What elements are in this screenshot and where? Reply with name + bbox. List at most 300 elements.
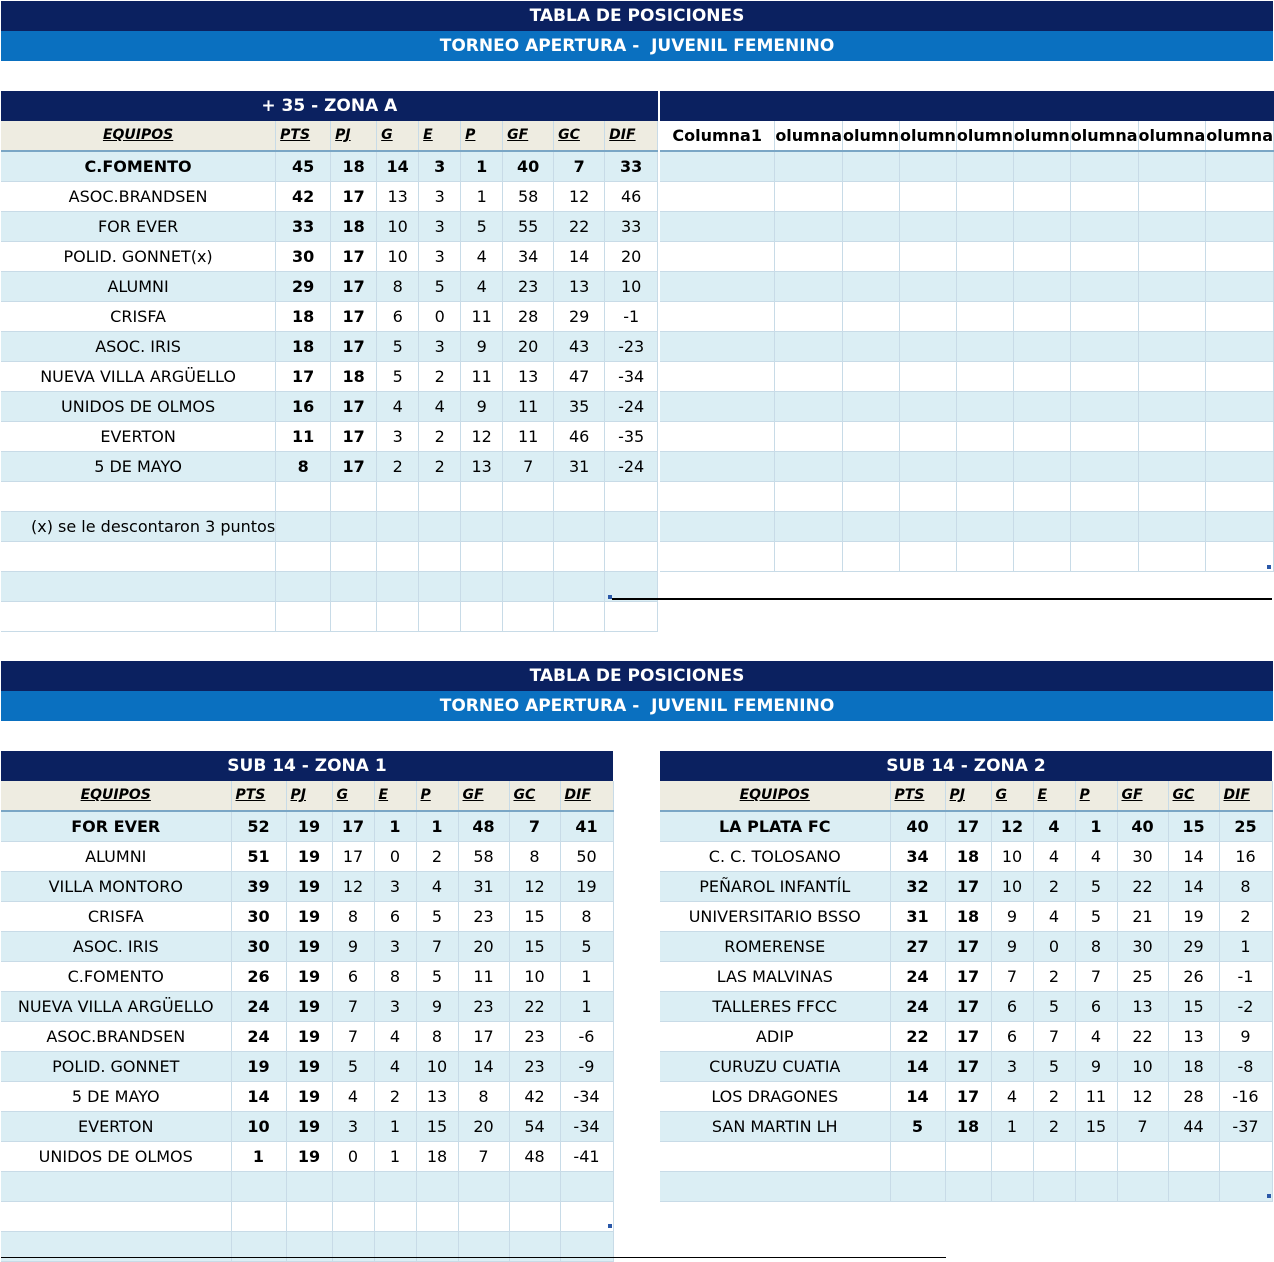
stat-cell[interactable]: 15 [416,1112,458,1142]
stat-cell[interactable]: 58 [503,182,554,212]
empty-cell[interactable] [1206,331,1274,361]
stat-cell[interactable]: 35 [554,392,605,422]
stat-cell[interactable]: 4 [461,272,503,302]
stat-cell[interactable]: 6 [332,962,374,992]
stat-cell[interactable]: 17 [332,842,374,872]
table-resize-handle[interactable] [1267,565,1271,569]
team-cell[interactable]: ASOC.BRANDSEN [1,182,276,212]
empty-cell[interactable] [660,451,775,481]
stat-cell[interactable]: 1 [1075,811,1117,842]
empty-cell[interactable] [775,181,843,211]
empty-cell[interactable] [1013,271,1070,301]
stat-cell[interactable]: -23 [605,332,658,362]
stat-cell[interactable]: 19 [560,872,613,902]
empty-cell[interactable] [899,241,956,271]
team-cell[interactable]: POLID. GONNET [1,1052,231,1082]
column-header[interactable]: GC [554,121,605,151]
empty-cell[interactable] [377,482,419,512]
stat-cell[interactable]: -8 [1219,1052,1272,1082]
stat-cell[interactable]: 22 [890,1022,945,1052]
empty-cell[interactable] [458,1202,509,1232]
stat-cell[interactable]: 5 [377,362,419,392]
empty-cell[interactable] [458,1172,509,1202]
empty-cell[interactable] [1206,511,1274,541]
stat-cell[interactable]: 40 [503,151,554,182]
stat-cell[interactable]: 1 [374,811,416,842]
stat-cell[interactable]: 2 [377,452,419,482]
stat-cell[interactable]: 3 [419,182,461,212]
empty-cell[interactable] [1206,361,1274,391]
column-header[interactable]: DIF [1219,781,1272,811]
team-cell[interactable]: LAS MALVINAS [660,962,890,992]
team-cell[interactable]: FOR EVER [1,212,276,242]
stat-cell[interactable]: 23 [509,1052,560,1082]
stat-cell[interactable]: 52 [231,811,286,842]
stat-cell[interactable]: 6 [991,992,1033,1022]
empty-cell[interactable] [1206,301,1274,331]
stat-cell[interactable]: 11 [458,962,509,992]
empty-cell[interactable] [416,1172,458,1202]
stat-cell[interactable]: 11 [503,392,554,422]
column-header[interactable]: PJ [286,781,332,811]
empty-cell[interactable] [231,1172,286,1202]
stat-cell[interactable]: 29 [276,272,331,302]
stat-cell[interactable]: 8 [560,902,613,932]
empty-cell[interactable] [461,542,503,572]
empty-cell[interactable] [775,511,843,541]
empty-cell[interactable] [660,421,775,451]
empty-cell[interactable] [660,361,775,391]
team-cell[interactable]: ASOC. IRIS [1,332,276,362]
stat-cell[interactable]: 55 [503,212,554,242]
stat-cell[interactable]: 12 [509,872,560,902]
column-header[interactable]: olumna [1138,121,1206,151]
stat-cell[interactable]: 6 [374,902,416,932]
empty-cell[interactable] [554,512,605,542]
stat-cell[interactable]: 10 [416,1052,458,1082]
empty-cell[interactable] [419,572,461,602]
empty-cell[interactable] [1070,481,1138,511]
stat-cell[interactable]: 14 [554,242,605,272]
stat-cell[interactable]: 18 [276,302,331,332]
stat-cell[interactable]: 19 [1168,902,1219,932]
stat-cell[interactable]: -24 [605,452,658,482]
stat-cell[interactable]: 27 [890,932,945,962]
empty-cell[interactable] [843,421,900,451]
empty-cell[interactable] [1070,151,1138,181]
stat-cell[interactable]: 16 [1219,842,1272,872]
stat-cell[interactable]: 45 [276,151,331,182]
stat-cell[interactable]: 0 [419,302,461,332]
stat-cell[interactable]: 20 [605,242,658,272]
empty-cell[interactable] [775,271,843,301]
stat-cell[interactable]: 12 [332,872,374,902]
stat-cell[interactable]: 17 [331,272,377,302]
stat-cell[interactable]: 13 [461,452,503,482]
empty-cell[interactable] [1033,1172,1075,1202]
stat-cell[interactable]: 58 [458,842,509,872]
empty-cell[interactable] [419,542,461,572]
team-cell[interactable]: CURUZU CUATIA [660,1052,890,1082]
empty-cell[interactable] [554,542,605,572]
stat-cell[interactable]: 41 [560,811,613,842]
team-cell[interactable]: C.FOMENTO [1,151,276,182]
empty-cell[interactable] [461,512,503,542]
empty-cell[interactable] [899,271,956,301]
stat-cell[interactable]: 8 [416,1022,458,1052]
stat-cell[interactable]: 11 [1075,1082,1117,1112]
empty-cell[interactable] [1033,1142,1075,1172]
team-cell[interactable]: ROMERENSE [660,932,890,962]
empty-cell[interactable] [286,1172,332,1202]
stat-cell[interactable]: 46 [554,422,605,452]
empty-cell[interactable] [1070,331,1138,361]
stat-cell[interactable]: 19 [286,811,332,842]
stat-cell[interactable]: 9 [1075,1052,1117,1082]
stat-cell[interactable]: 5 [416,962,458,992]
empty-cell[interactable] [276,602,331,632]
team-cell[interactable]: 5 DE MAYO [1,452,276,482]
stat-cell[interactable]: 8 [276,452,331,482]
stat-cell[interactable]: 2 [1033,962,1075,992]
stat-cell[interactable]: 8 [1075,932,1117,962]
empty-cell[interactable] [899,151,956,181]
column-header[interactable]: olumn [956,121,1013,151]
stat-cell[interactable]: 33 [605,151,658,182]
empty-cell[interactable] [560,1202,613,1232]
empty-cell[interactable] [509,1202,560,1232]
stat-cell[interactable]: 9 [461,392,503,422]
empty-cell[interactable] [1070,391,1138,421]
empty-cell[interactable] [991,1172,1033,1202]
stat-cell[interactable]: 17 [945,962,991,992]
stat-cell[interactable]: 12 [1117,1082,1168,1112]
column-header[interactable]: PTS [231,781,286,811]
empty-cell[interactable] [1,1172,231,1202]
empty-cell[interactable] [1168,1142,1219,1172]
empty-cell[interactable] [1206,151,1274,181]
stat-cell[interactable]: 1 [374,1142,416,1172]
empty-cell[interactable] [1070,511,1138,541]
stat-cell[interactable]: 4 [332,1082,374,1112]
empty-cell[interactable] [419,602,461,632]
stat-cell[interactable]: 17 [331,242,377,272]
stat-cell[interactable]: 11 [276,422,331,452]
stat-cell[interactable]: 30 [276,242,331,272]
column-header[interactable]: G [377,121,419,151]
team-cell[interactable]: ASOC.BRANDSEN [1,1022,231,1052]
column-header[interactable]: olumna [1206,121,1274,151]
stat-cell[interactable]: 1 [461,151,503,182]
stat-cell[interactable]: 4 [1033,811,1075,842]
stat-cell[interactable]: 30 [1117,842,1168,872]
team-cell[interactable]: ALUMNI [1,272,276,302]
empty-cell[interactable] [374,1172,416,1202]
empty-cell[interactable] [1070,421,1138,451]
empty-cell[interactable] [374,1202,416,1232]
stat-cell[interactable]: 24 [890,992,945,1022]
empty-cell[interactable] [1138,211,1206,241]
empty-cell[interactable] [660,301,775,331]
empty-cell[interactable] [660,211,775,241]
empty-cell[interactable] [1013,361,1070,391]
stat-cell[interactable]: 10 [991,872,1033,902]
column-header[interactable]: olumna [775,121,843,151]
column-header[interactable]: olumn [899,121,956,151]
stat-cell[interactable]: -35 [605,422,658,452]
empty-cell[interactable] [1070,271,1138,301]
empty-cell[interactable] [945,1172,991,1202]
empty-cell[interactable] [956,211,1013,241]
empty-cell[interactable] [1138,511,1206,541]
empty-cell[interactable] [1138,391,1206,421]
empty-cell[interactable] [775,451,843,481]
column-header[interactable]: G [991,781,1033,811]
team-cell[interactable]: C.FOMENTO [1,962,231,992]
empty-cell[interactable] [775,481,843,511]
empty-cell[interactable] [899,541,956,571]
empty-cell[interactable] [1,1202,231,1232]
team-cell[interactable]: VILLA MONTORO [1,872,231,902]
empty-cell[interactable] [843,301,900,331]
column-header[interactable]: Columna1 [660,121,775,151]
stat-cell[interactable]: 1 [560,992,613,1022]
stat-cell[interactable]: 10 [231,1112,286,1142]
stat-cell[interactable]: 3 [377,422,419,452]
stat-cell[interactable]: 14 [1168,842,1219,872]
empty-cell[interactable] [660,151,775,181]
team-cell[interactable]: POLID. GONNET(x) [1,242,276,272]
empty-cell[interactable] [1206,481,1274,511]
stat-cell[interactable]: 5 [461,212,503,242]
stat-cell[interactable]: 31 [554,452,605,482]
team-cell[interactable]: LOS DRAGONES [660,1082,890,1112]
empty-cell[interactable] [1,482,276,512]
empty-cell[interactable] [956,451,1013,481]
stat-cell[interactable]: 18 [331,212,377,242]
empty-cell[interactable] [1138,241,1206,271]
stat-cell[interactable]: 24 [231,992,286,1022]
empty-cell[interactable] [956,481,1013,511]
stat-cell[interactable]: 1 [1219,932,1272,962]
empty-cell[interactable] [775,391,843,421]
column-header[interactable]: EQUIPOS [1,781,231,811]
stat-cell[interactable]: 2 [419,362,461,392]
stat-cell[interactable]: -2 [1219,992,1272,1022]
team-cell[interactable]: LA PLATA FC [660,811,890,842]
stat-cell[interactable]: 7 [1117,1112,1168,1142]
empty-cell[interactable] [843,241,900,271]
empty-cell[interactable] [276,482,331,512]
stat-cell[interactable]: 30 [231,932,286,962]
team-cell[interactable]: EVERTON [1,1112,231,1142]
empty-cell[interactable] [331,572,377,602]
team-cell[interactable]: CRISFA [1,302,276,332]
stat-cell[interactable]: 6 [1075,992,1117,1022]
stat-cell[interactable]: 14 [231,1082,286,1112]
empty-cell[interactable] [419,482,461,512]
stat-cell[interactable]: 2 [1033,872,1075,902]
stat-cell[interactable]: 18 [276,332,331,362]
empty-cell[interactable] [775,241,843,271]
stat-cell[interactable]: 40 [1117,811,1168,842]
column-header[interactable]: PJ [331,121,377,151]
empty-cell[interactable] [660,541,775,571]
stat-cell[interactable]: 18 [331,362,377,392]
empty-cell[interactable] [1070,361,1138,391]
empty-cell[interactable] [605,512,658,542]
empty-cell[interactable] [377,512,419,542]
empty-cell[interactable] [1206,451,1274,481]
stat-cell[interactable]: 5 [332,1052,374,1082]
column-header[interactable]: GC [1168,781,1219,811]
stat-cell[interactable]: 28 [503,302,554,332]
stat-cell[interactable]: 8 [509,842,560,872]
empty-cell[interactable] [461,482,503,512]
stat-cell[interactable]: 26 [231,962,286,992]
empty-cell[interactable] [377,602,419,632]
stat-cell[interactable]: 10 [377,212,419,242]
empty-cell[interactable] [231,1202,286,1232]
stat-cell[interactable]: 19 [286,1082,332,1112]
empty-cell[interactable] [331,602,377,632]
stat-cell[interactable]: 7 [503,452,554,482]
stat-cell[interactable]: 17 [945,932,991,962]
empty-cell[interactable] [899,301,956,331]
stat-cell[interactable]: 40 [890,811,945,842]
empty-cell[interactable] [1117,1142,1168,1172]
stat-cell[interactable]: 3 [419,332,461,362]
empty-cell[interactable] [1206,391,1274,421]
stat-cell[interactable]: 25 [1117,962,1168,992]
empty-cell[interactable] [956,271,1013,301]
stat-cell[interactable]: 19 [286,872,332,902]
stat-cell[interactable]: 3 [374,932,416,962]
stat-cell[interactable]: 6 [377,302,419,332]
empty-cell[interactable] [1013,391,1070,421]
empty-cell[interactable] [956,331,1013,361]
stat-cell[interactable]: 5 [890,1112,945,1142]
stat-cell[interactable]: 46 [605,182,658,212]
stat-cell[interactable]: 1 [560,962,613,992]
empty-cell[interactable] [1138,361,1206,391]
empty-cell[interactable] [276,542,331,572]
stat-cell[interactable]: 3 [419,242,461,272]
empty-cell[interactable] [1206,241,1274,271]
team-cell[interactable]: 5 DE MAYO [1,1082,231,1112]
empty-cell[interactable] [1013,211,1070,241]
team-cell[interactable]: NUEVA VILLA ARGÜELLO [1,992,231,1022]
empty-cell[interactable] [1206,271,1274,301]
empty-cell[interactable] [1070,181,1138,211]
stat-cell[interactable]: 29 [1168,932,1219,962]
empty-cell[interactable] [899,421,956,451]
footnote[interactable]: (x) se le descontaron 3 puntos [1,512,276,542]
stat-cell[interactable]: 7 [509,811,560,842]
stat-cell[interactable]: 9 [1219,1022,1272,1052]
stat-cell[interactable]: -34 [560,1082,613,1112]
stat-cell[interactable]: 1 [416,811,458,842]
empty-cell[interactable] [1138,541,1206,571]
stat-cell[interactable]: 18 [945,1112,991,1142]
empty-cell[interactable] [1206,181,1274,211]
column-header[interactable]: olumna [1070,121,1138,151]
column-header[interactable]: olumn [1013,121,1070,151]
stat-cell[interactable]: 17 [276,362,331,392]
empty-cell[interactable] [1138,181,1206,211]
empty-cell[interactable] [605,572,658,602]
empty-cell[interactable] [956,151,1013,181]
table-resize-handle[interactable] [1267,1194,1271,1198]
empty-cell[interactable] [419,512,461,542]
column-header[interactable]: P [1075,781,1117,811]
stat-cell[interactable]: 17 [331,182,377,212]
empty-cell[interactable] [899,361,956,391]
stat-cell[interactable]: 25 [1219,811,1272,842]
stat-cell[interactable]: 14 [458,1052,509,1082]
empty-cell[interactable] [899,511,956,541]
stat-cell[interactable]: 4 [419,392,461,422]
stat-cell[interactable]: 7 [332,992,374,1022]
stat-cell[interactable]: 20 [458,932,509,962]
empty-cell[interactable] [1206,211,1274,241]
column-header[interactable]: P [461,121,503,151]
stat-cell[interactable]: 4 [461,242,503,272]
empty-cell[interactable] [416,1202,458,1232]
stat-cell[interactable]: 4 [374,1052,416,1082]
empty-cell[interactable] [1013,481,1070,511]
stat-cell[interactable]: 7 [332,1022,374,1052]
empty-cell[interactable] [1013,181,1070,211]
stat-cell[interactable]: -34 [560,1112,613,1142]
empty-cell[interactable] [899,331,956,361]
column-header[interactable]: DIF [605,121,658,151]
team-cell[interactable]: UNIDOS DE OLMOS [1,1142,231,1172]
stat-cell[interactable]: 7 [1075,962,1117,992]
column-header[interactable]: PTS [276,121,331,151]
empty-cell[interactable] [1,572,276,602]
empty-cell[interactable] [843,391,900,421]
stat-cell[interactable]: 20 [458,1112,509,1142]
stat-cell[interactable]: 2 [1219,902,1272,932]
empty-cell[interactable] [554,482,605,512]
stat-cell[interactable]: 11 [461,302,503,332]
stat-cell[interactable]: 39 [231,872,286,902]
empty-cell[interactable] [605,602,658,632]
stat-cell[interactable]: 23 [503,272,554,302]
team-cell[interactable]: C. C. TOLOSANO [660,842,890,872]
stat-cell[interactable]: 17 [945,872,991,902]
stat-cell[interactable]: 19 [286,992,332,1022]
empty-cell[interactable] [775,361,843,391]
empty-cell[interactable] [660,331,775,361]
empty-cell[interactable] [660,391,775,421]
stat-cell[interactable]: 17 [331,422,377,452]
stat-cell[interactable]: 4 [377,392,419,422]
team-cell[interactable]: FOR EVER [1,811,231,842]
stat-cell[interactable]: 19 [231,1052,286,1082]
stat-cell[interactable]: 7 [554,151,605,182]
empty-cell[interactable] [1013,331,1070,361]
empty-cell[interactable] [843,511,900,541]
empty-cell[interactable] [890,1172,945,1202]
empty-cell[interactable] [1206,541,1274,571]
empty-cell[interactable] [843,151,900,181]
stat-cell[interactable]: 7 [458,1142,509,1172]
stat-cell[interactable]: 5 [419,272,461,302]
column-header[interactable]: PJ [945,781,991,811]
empty-cell[interactable] [286,1202,332,1232]
